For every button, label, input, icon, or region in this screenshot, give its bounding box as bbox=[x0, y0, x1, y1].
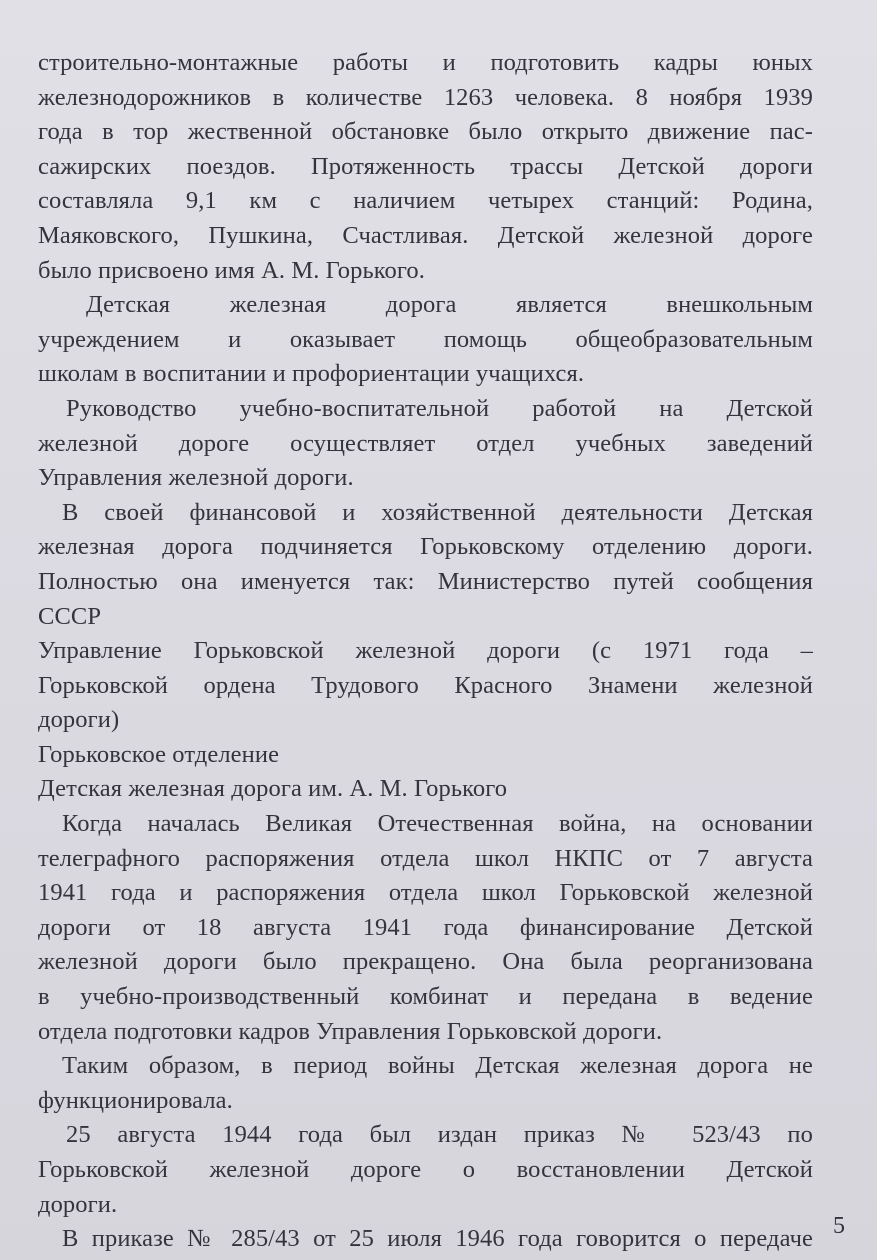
text-line: 25 августа 1944 года был издан приказ № 523/43 по bbox=[66, 1121, 813, 1149]
text-line: Полностью она именуется так: Министерство путей сообщения bbox=[38, 567, 813, 595]
text-line: Горьковской железной дороге о восстановлении Детской bbox=[38, 1156, 813, 1183]
text-line: в учебно-производственный комбинат и передана в ведение bbox=[38, 983, 813, 1011]
text-line: Горьковской ордена Трудового Красного Знамени железной bbox=[38, 671, 813, 699]
text-line: Руководство учебно-воспитательной работой на Детской bbox=[66, 394, 813, 422]
text-line: В приказе № 285/43 от 25 июля 1946 года говорится о передаче bbox=[62, 1225, 813, 1253]
text-line: СССР bbox=[38, 602, 102, 630]
text-line: школам в воспитании и профориентации учащихся. bbox=[38, 360, 585, 388]
text-line: дороги от 18 августа 1941 года финансирование Детской bbox=[38, 913, 813, 941]
text-line: отдела подготовки кадров Управления Горьковской дороги. bbox=[38, 1017, 663, 1045]
text-line: Когда началась Великая Отечественная война, на основании bbox=[62, 810, 813, 838]
text-line: составляла 9,1 км с наличием четырех станций: Родина, bbox=[38, 187, 813, 215]
text-line: Маяковского, Пушкина, Счастливая. Детской железной дороге bbox=[38, 221, 813, 249]
text-line: 1941 года и распоряжения отдела школ Горьковской железной bbox=[38, 879, 813, 907]
page-text bbox=[38, 46, 813, 1257]
text-line: В своей финансовой и хозяйственной деятельности Детская bbox=[62, 498, 813, 526]
text-line: телеграфного распоряжения отдела школ НКПС от 7 августа bbox=[38, 844, 813, 872]
text-line: учреждением и оказывает помощь общеобразовательным bbox=[38, 325, 813, 353]
text-line: строительно-монтажные работы и подготовить кадры юных bbox=[38, 49, 813, 76]
text-line: дороги) bbox=[38, 706, 120, 734]
text-line: дороги. bbox=[38, 1190, 118, 1218]
page-number: 5 bbox=[833, 1213, 845, 1239]
text-line: Управления железной дороги. bbox=[38, 464, 354, 492]
text-line: Детская железная дорога им. А. М. Горького bbox=[38, 775, 508, 803]
text-line: железнодорожников в количестве 1263 человека. 8 ноября 1939 bbox=[38, 83, 813, 111]
text-line: Горьковское отделение bbox=[38, 740, 280, 768]
text-line: года в тор жественной обстановке было открыто движение пас- bbox=[38, 118, 813, 146]
text-line: Таким образом, в период войны Детская железная дорога не bbox=[62, 1052, 813, 1080]
text-line: железная дорога подчиняется Горьковскому отделению дороги. bbox=[38, 533, 813, 561]
text-line: Детская железная дорога является внешкольным bbox=[86, 291, 813, 319]
text-line: железной дороге осуществляет отдел учебных заведений bbox=[38, 429, 813, 457]
text-line: Управление Горьковской железной дороги (с 1971 года – bbox=[38, 637, 813, 665]
text-line: сажирских поездов. Протяженность трассы Детской дороги bbox=[38, 152, 813, 180]
text-line: было присвоено имя А. М. Горького. bbox=[38, 256, 425, 284]
text-line: функционировала. bbox=[38, 1086, 233, 1114]
text-line: железной дороги было прекращено. Она была реорганизована bbox=[38, 948, 813, 976]
